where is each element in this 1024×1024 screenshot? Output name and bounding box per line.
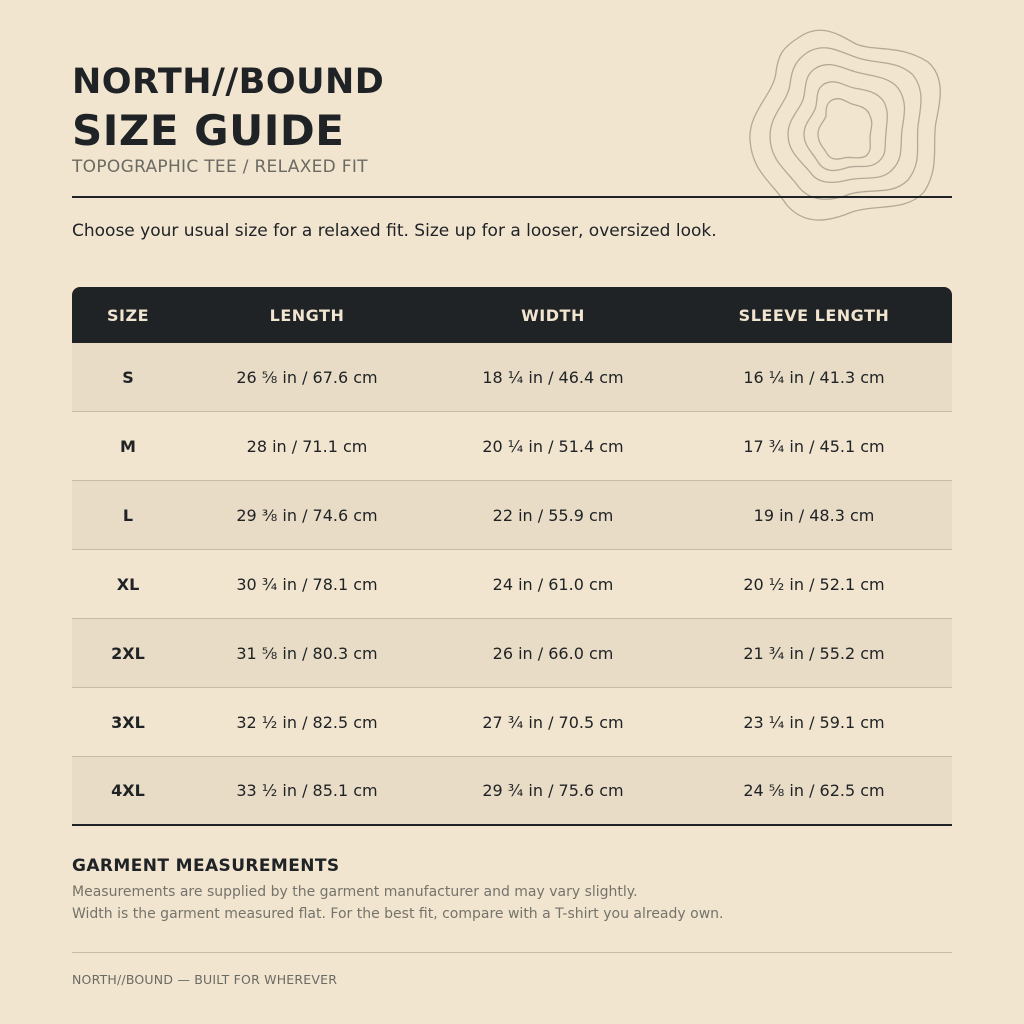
measurements-note: Measurements are supplied by the garment manufacturer and may vary slightly. [72,884,638,900]
length-cell: 26 ⅝ in / 67.6 cm [236,367,378,387]
measurements-note: Width is the garment measured flat. For the best fit, compare with a T-shirt you already own. [72,906,724,922]
size-cell: L [122,505,134,525]
sleeve-length-cell: 21 ¾ in / 55.2 cm [743,643,885,663]
width-cell: 29 ¾ in / 75.6 cm [482,781,624,800]
width-cell: 20 ¼ in / 51.4 cm [482,436,624,456]
size-cell: XL [116,574,140,594]
length-cell: 30 ¾ in / 78.1 cm [236,574,378,594]
width-cell: 26 in / 66.0 cm [492,643,614,663]
column-header-sleeve-length: SLEEVE LENGTH [738,305,890,325]
sleeve-length-cell: 23 ¼ in / 59.1 cm [743,712,885,732]
table-row [72,757,952,826]
size-table [72,287,952,826]
length-cell: 33 ½ in / 85.1 cm [236,781,378,800]
sleeve-length-cell: 17 ¾ in / 45.1 cm [743,436,885,456]
length-cell: 31 ⅝ in / 80.3 cm [236,643,378,663]
table-row [72,550,952,619]
header-divider [72,196,952,198]
column-header-size: SIZE [106,305,149,325]
brand-name: NORTH//BOUND [72,62,385,102]
size-cell: 4XL [111,781,145,800]
column-header-width: WIDTH [521,305,585,325]
length-cell: 29 ⅜ in / 74.6 cm [236,505,378,525]
footer-divider [72,952,952,953]
table-row [72,619,952,688]
sleeve-length-cell: 19 in / 48.3 cm [753,505,875,525]
table-row [72,688,952,757]
size-cell: M [120,436,136,456]
size-cell: 2XL [111,643,145,663]
measurements-heading: GARMENT MEASUREMENTS [72,856,340,876]
size-cell: S [122,367,134,387]
width-cell: 24 in / 61.0 cm [492,574,614,594]
table-row [72,343,952,412]
footer-tagline: NORTH//BOUND — BUILT FOR WHEREVER [72,972,338,987]
intro-text: Choose your usual size for a relaxed fit. Size up for a looser, oversized look. [72,221,717,241]
width-cell: 27 ¾ in / 70.5 cm [482,712,624,732]
table-row [72,481,952,550]
length-cell: 28 in / 71.1 cm [246,436,368,456]
size-cell: 3XL [111,712,145,732]
product-subtitle: TOPOGRAPHIC TEE / RELAXED FIT [72,157,368,177]
sleeve-length-cell: 20 ½ in / 52.1 cm [743,574,885,594]
table-row [72,412,952,481]
page-title: SIZE GUIDE [72,106,345,155]
width-cell: 22 in / 55.9 cm [492,505,614,525]
sleeve-length-cell: 16 ¼ in / 41.3 cm [743,367,885,387]
sleeve-length-cell: 24 ⅝ in / 62.5 cm [743,781,885,800]
length-cell: 32 ½ in / 82.5 cm [236,712,378,732]
width-cell: 18 ¼ in / 46.4 cm [482,367,624,387]
table-header [72,287,952,343]
column-header-length: LENGTH [269,305,345,325]
